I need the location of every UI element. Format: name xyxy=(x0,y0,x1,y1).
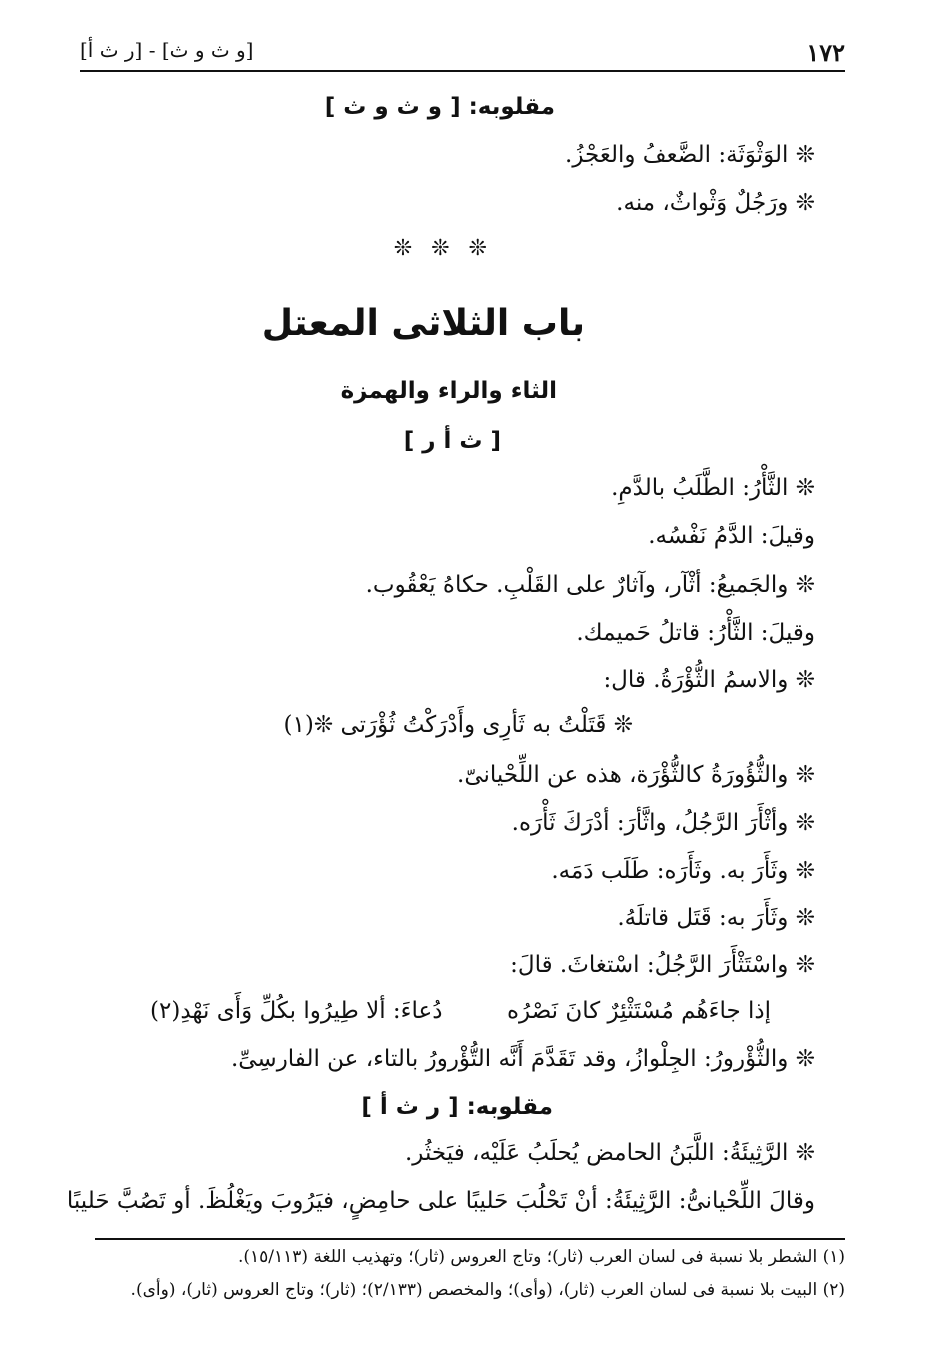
entry-line: وقالَ اللِّحْيانىُّ: الرَّثِيئَةُ: أنْ تَحْلُبَ حَليبًا على حامِضٍ، فيَرُوبَ ويَغْلُظَ. أو تَصُبَّ حَليبًا xyxy=(66,1188,815,1214)
entry-line: ❊ وثَأَرَ به. وثَأَرَه: طَلَب دَمَه. xyxy=(551,858,815,884)
entry-line: ❊ وأثْأَرَ الرَّجُلُ، واثَّأرَ: أدْرَكَ ثَأْرَه. xyxy=(511,810,815,836)
entry-line: ❊ واسْتَثْأَرَ الرَّجُلُ: اسْتغاثَ. قالَ: xyxy=(510,952,815,978)
root-heading-thar: [ ث أ ر ] xyxy=(403,428,501,454)
entry-line: ❊ الوَثْوَثَة: الضَّعفُ والعَجْزُ. xyxy=(565,142,815,168)
entry-line: ❊ الثَّأْرُ: الطَّلَبُ بالدَّمِ. xyxy=(611,475,815,501)
header-rule xyxy=(80,70,845,72)
footnote: (٢) البيت بلا نسبة فى لسان العرب (ثار)، (وأى)؛ والمخصص (٢/١٣٣)؛ (ثار)؛ وتاج العروس (ثار)، (وأى). xyxy=(130,1280,845,1300)
page-number: ١٧٢ xyxy=(806,38,845,67)
section-separator: ❊ ❊ ❊ xyxy=(393,236,493,261)
chapter-title: باب الثلاثى المعتل xyxy=(261,303,585,344)
entry-line: ❊ والثُّؤُورَةُ كالثُّؤْرَة، هذه عن اللِّحْيانىّ. xyxy=(457,762,815,788)
entry-line: وقيلَ: الثَّأْرُ: قاتلُ حَميمك. xyxy=(576,620,815,646)
footnote-rule xyxy=(95,1238,845,1240)
entry-line: ❊ والجَميعُ: أثْآر، وآثارٌ على القَلْبِ. حكاهُ يَعْقُوب. xyxy=(365,572,815,598)
entry-line: ❊ والثُّؤْرورُ: الجِلْوازُ، وقد تَقَدَّمَ أَنَّه التُّؤْرورُ بالتاء، عن الفارسِىِّ. xyxy=(230,1046,815,1072)
entry-line: وقيلَ: الدَّمُ نَفْسُه. xyxy=(648,523,815,549)
verse-quote: ❊ قَتَلْتُ به ثَأرِى وأَدْرَكْتُ ثُؤْرَتى ❊(١) xyxy=(283,712,633,738)
footnote: (١) الشطر بلا نسبة فى لسان العرب (ثار)؛ وتاج العروس (ثار)؛ وتهذيب اللغة (١٥/١١٣). xyxy=(237,1247,845,1267)
running-head: [و ث و ث] - [ر ث أ] xyxy=(80,38,254,62)
verse-first-hemistich: إذا جاءَهُم مُسْتَثْئِرٌ كانَ نَصْرُه xyxy=(506,998,771,1024)
chapter-subtitle: الثاء والراء والهمزة xyxy=(340,378,557,404)
entry-line: ❊ والاسمُ الثُّؤْرَةُ. قال: xyxy=(603,667,815,693)
maqlub-heading-wthwth: مقلوبه: [ و ث و ث ] xyxy=(324,94,555,120)
entry-line: ❊ ورَجُلٌ وَثْواثٌ، منه. xyxy=(616,190,815,216)
verse-second-hemistich: دُعاءَ: ألا طِيرُوا بكُلِّ وَأَى نَهْدِ(٢) xyxy=(150,998,443,1024)
entry-line: ❊ وثَأَرَ به: قَتَل قاتلَهُ. xyxy=(617,905,815,931)
entry-line: ❊ الرَّثِيئَةُ: اللَّبَنُ الحامض يُحلَبُ عَلَيْه، فيَخثُر. xyxy=(404,1140,815,1166)
maqlub-heading-rtha: مقلوبه: [ ر ث أ ] xyxy=(361,1094,553,1120)
